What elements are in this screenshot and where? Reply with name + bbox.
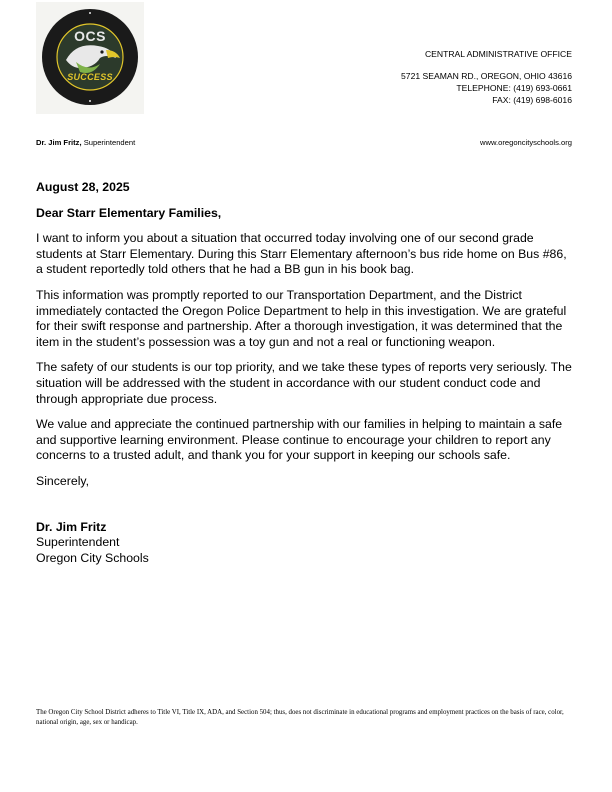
- office-fax: FAX: (419) 698-6016: [492, 95, 572, 105]
- letter-date: August 28, 2025: [36, 180, 130, 194]
- paragraph-partnership: We value and appreciate the continued partnership with our families in helping to maintain a safe and supportive learning environment. Please continue to encourage your children to report any concerns to a trusted adult, and thank you for your support in keeping our schools safe.: [36, 417, 563, 463]
- superintendent-header: [36, 138, 135, 147]
- signature-name: Dr. Jim Fritz: [36, 519, 107, 534]
- office-name: CENTRAL ADMINISTRATIVE OFFICE: [424, 49, 572, 59]
- eagle-seal-icon: [36, 2, 144, 114]
- office-address: 5721 SEAMAN RD., OREGON, OHIO 43616: [401, 71, 572, 81]
- office-telephone: TELEPHONE: (419) 693-0661: [456, 83, 572, 93]
- letter-closing: Sincerely,: [36, 473, 90, 488]
- letter-body: [36, 180, 576, 566]
- signature-title: Superintendent: [36, 535, 120, 550]
- superintendent-title: Superintendent: [81, 138, 136, 147]
- letter-greeting: Dear Starr Elementary Families,: [36, 205, 222, 220]
- nondiscrimination-notice: The Oregon City School District adheres to Title VI, Title IX, ADA, and Section 504; thus, does not discriminate in educational programs and employment practices on the basis of race, color, national origin, age, sex or handicap.: [36, 709, 564, 726]
- signature-organization: Oregon City Schools: [36, 550, 149, 565]
- paragraph-incident: I want to inform you about a situation that occurred today involving one of our second grade students at Starr Elementary. During this Starr Elementary afternoon’s bus ride home on Bus #86, a student reportedly told others that he had a BB gun in his book bag.: [36, 231, 567, 277]
- logo-banner: SUCCESS: [67, 72, 113, 82]
- superintendent-name: Dr. Jim Fritz,: [36, 138, 82, 147]
- district-website[interactable]: www.oregoncityschools.org: [479, 138, 572, 147]
- logo-initials: OCS: [74, 28, 106, 44]
- office-address-block: [401, 48, 572, 106]
- paragraph-investigation: This information was promptly reported to our Transportation Department, and the District immediately contacted the Oregon Police Department to help in this investigation. We are grateful for their swift response and partnership. After a thorough investigation, it was determined that the item in the student’s possession was a toy gun and not a real or functioning weapon.: [36, 287, 567, 349]
- paragraph-safety: The safety of our students is our top priority, and we take these types of reports very seriously. The situation will be addressed with the student in accordance with our student conduct code and through appropriate due process.: [36, 360, 572, 406]
- district-logo: [36, 2, 144, 114]
